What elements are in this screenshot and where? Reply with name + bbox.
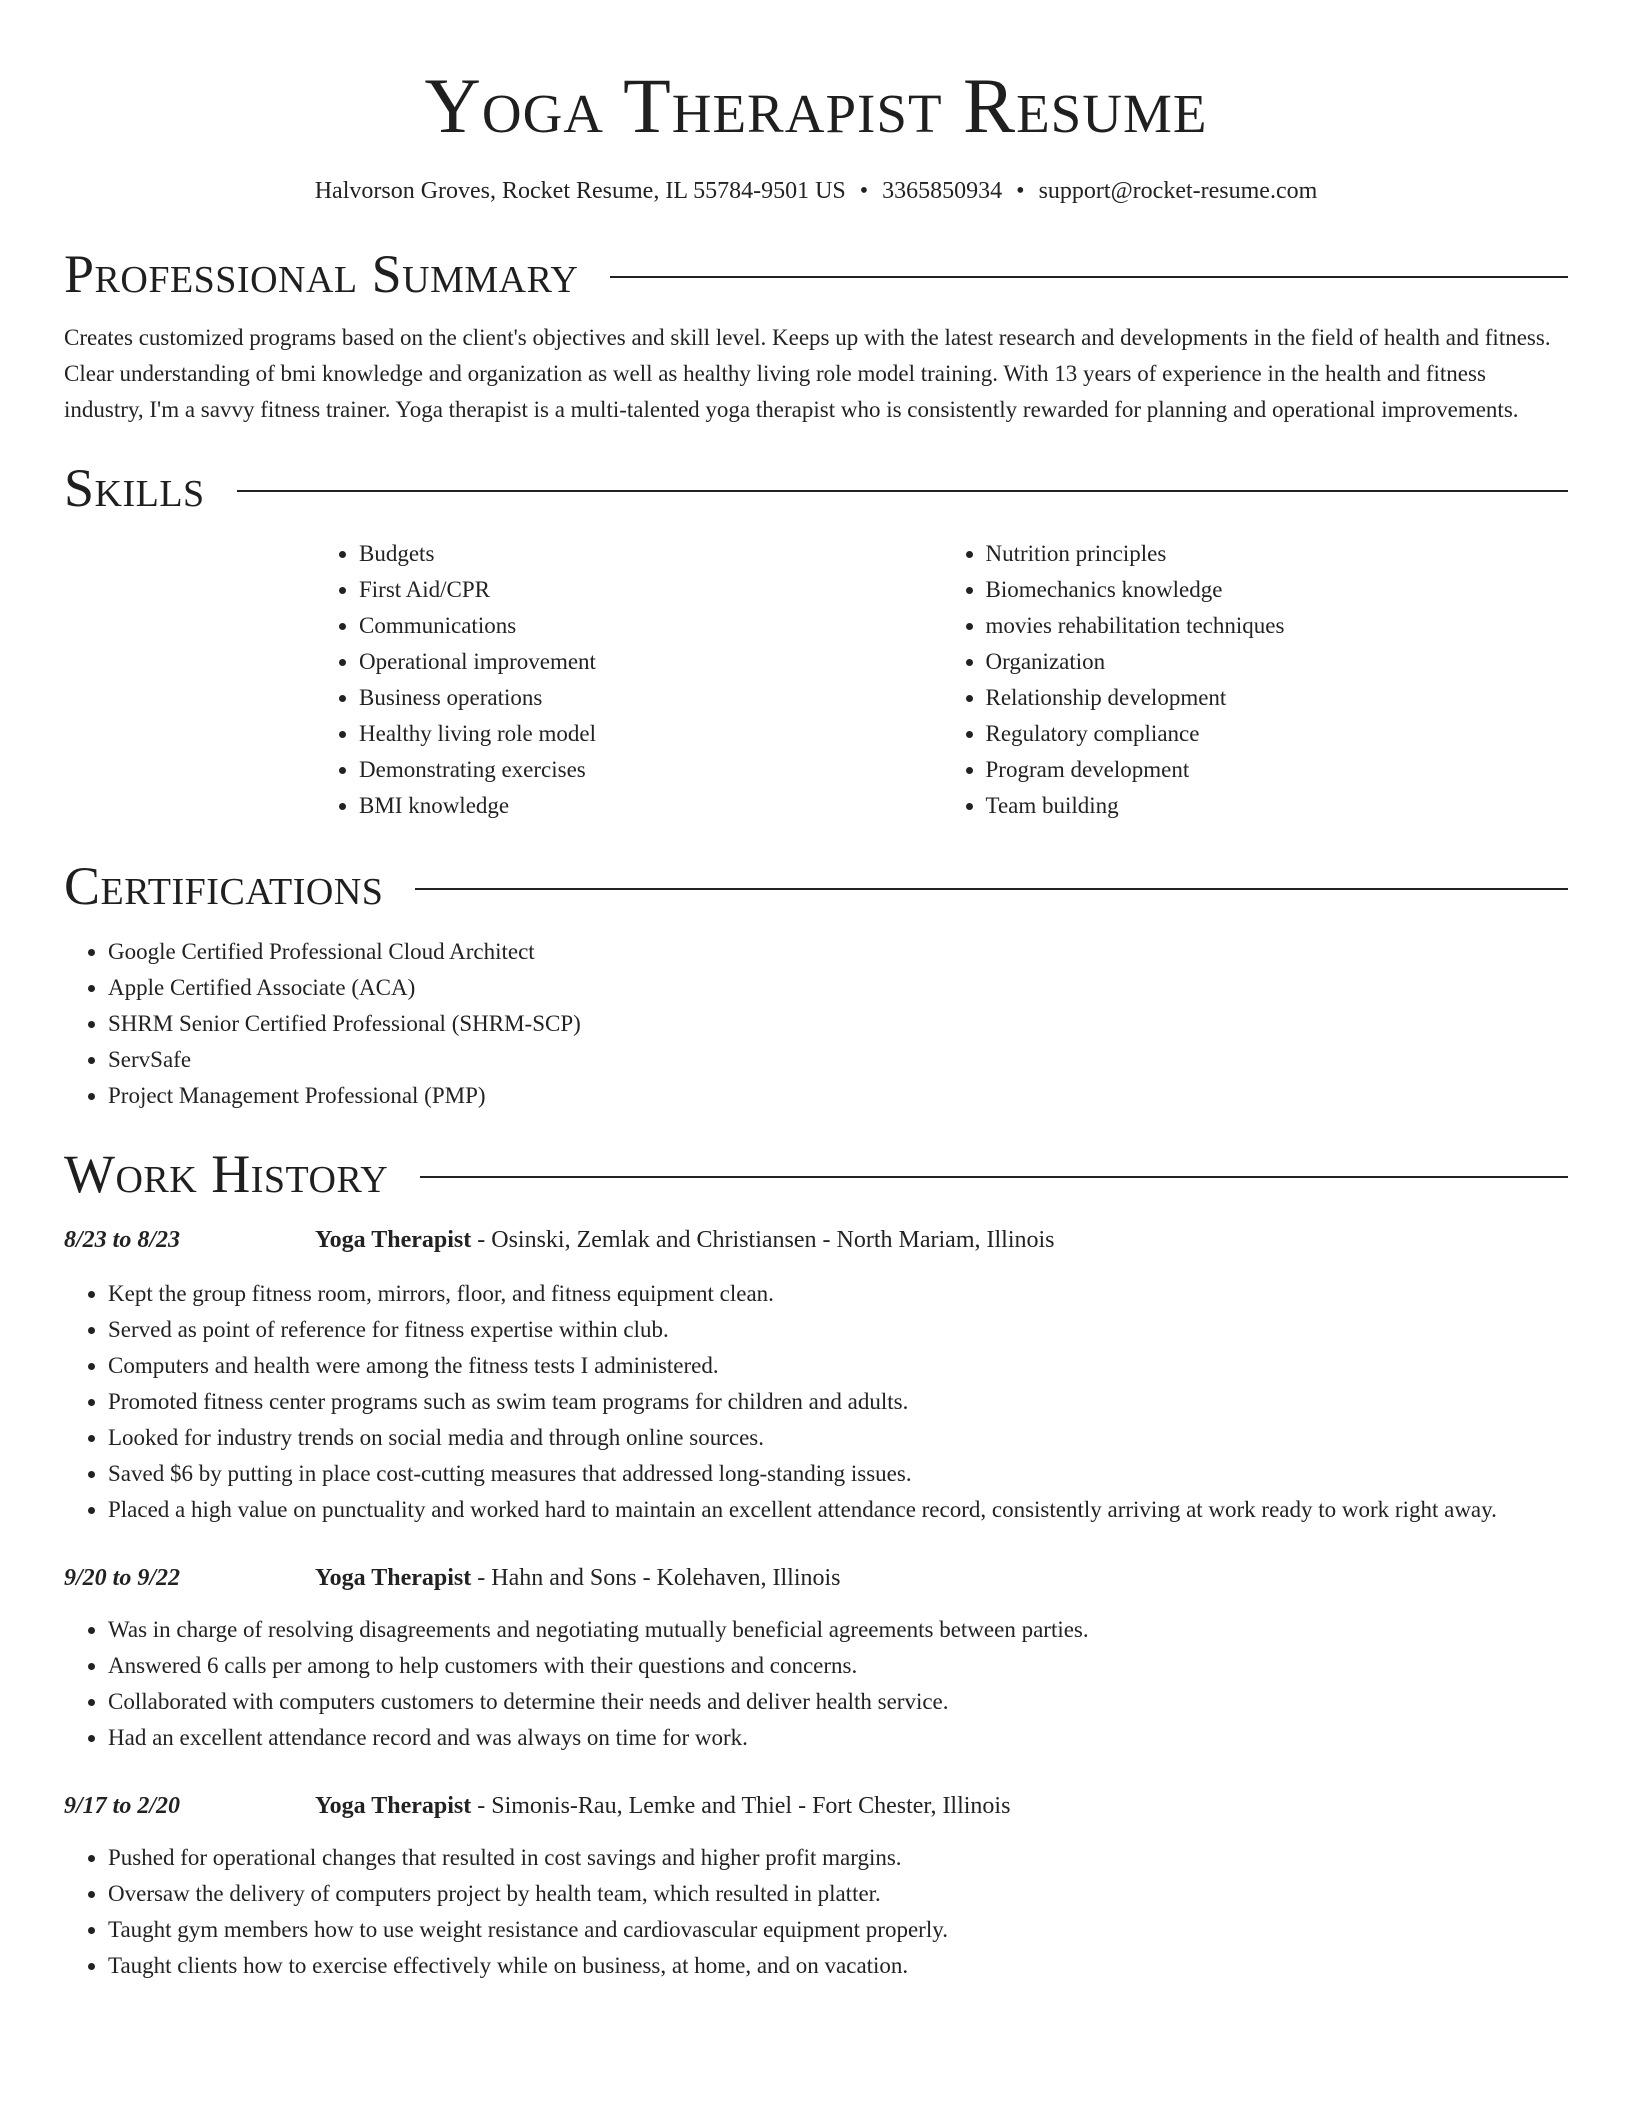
summary-text: Creates customized programs based on the client's objectives and skill level. Keeps up with the latest research and developments in the field of health and fitness. Clear understanding of bmi knowledge and organization as well as healthy living role model training. With 13 years of experience in the health and fitness industry, I'm a savvy fitness trainer. Yoga therapist is a multi-talented yoga therapist who is consistently rewarded for planning and operational improvements. [64,325,1551,422]
skill-item: • BMI knowledge [359,788,942,824]
job-header [64,1788,1568,1824]
summary-heading: Professional Summary [64,244,579,304]
job-bullets [64,1276,1568,1528]
skill-item: • Regulatory compliance [986,716,1569,752]
skill-item: • Team building [986,788,1569,824]
skill-item: • Budgets [359,536,942,572]
job-employer: - Hahn and Sons - Kolehaven, Illinois [471,1565,841,1591]
contact-separator: • [859,178,869,204]
job-bullet: • Served as point of reference for fitness expertise within club. [108,1312,1568,1348]
section-divider [420,1176,1568,1178]
job-bullet: • Was in charge of resolving disagreements and negotiating mutually beneficial agreements between parties. [108,1612,1568,1648]
job-header [64,1222,1568,1258]
skill-item: • movies rehabilitation techniques [986,608,1569,644]
job-employer: - Simonis-Rau, Lemke and Thiel - Fort Chester, Illinois [471,1793,1011,1819]
skill-item: • Communications [359,608,942,644]
job-bullet: • Had an excellent attendance record and was always on time for work. [108,1720,1568,1756]
skill-item: • Nutrition principles [986,536,1569,572]
job-entry [64,1222,1568,1528]
job-bullet: • Promoted fitness center programs such as swim team programs for children and adults. [108,1384,1568,1420]
job-entry [64,1560,1568,1756]
job-bullet: • Oversaw the delivery of computers project by health team, which resulted in platter. [108,1876,1568,1912]
certification-item: • Google Certified Professional Cloud Architect [108,934,1568,970]
summary-section-header [64,242,1568,306]
job-bullet: • Pushed for operational changes that resulted in cost savings and higher profit margins. [108,1840,1568,1876]
certifications-section-header [64,854,1568,918]
skill-item: • Organization [986,644,1569,680]
job-entry [64,1788,1568,1984]
job-title-line [315,1788,1010,1824]
certifications-list [64,934,1568,1114]
contact-address: Halvorson Groves, Rocket Resume, IL 55784-9501 US [314,178,846,204]
skill-item: • First Aid/CPR [359,572,942,608]
job-dates: 8/23 to 8/23 [64,1227,181,1253]
contact-separator: • [1016,178,1025,204]
certification-item: • Apple Certified Associate (ACA) [108,970,1568,1006]
skills-list-left [315,536,942,824]
work-section-header [64,1142,1568,1206]
certification-item: • ServSafe [108,1042,1568,1078]
job-bullet: • Collaborated with computers customers to determine their needs and deliver health service. [108,1684,1568,1720]
job-bullet: • Taught gym members how to use weight resistance and cardiovascular equipment properly. [108,1912,1568,1948]
job-bullet: • Taught clients how to exercise effectively while on business, at home, and on vacation. [108,1948,1568,1984]
section-divider [237,490,1568,492]
job-header [64,1560,1568,1596]
job-title: Yoga Therapist [315,1227,472,1253]
job-bullet: • Looked for industry trends on social media and through online sources. [108,1420,1568,1456]
work-heading: Work History [64,1144,389,1204]
job-title-line [315,1560,841,1596]
skill-item: • Operational improvement [359,644,942,680]
job-bullet: • Placed a high value on punctuality and worked hard to maintain an excellent attendance record, consistently arriving at work ready to work right away. [108,1492,1568,1528]
skill-item: • Relationship development [986,680,1569,716]
job-bullets [64,1840,1568,1984]
skill-item: • Business operations [359,680,942,716]
resume-title: Yoga Therapist Resume [424,62,1208,149]
skills-columns [315,536,1568,824]
certifications-heading: Certifications [64,856,384,916]
skills-heading: Skills [64,458,205,518]
contact-email: support@rocket-resume.com [1038,178,1318,204]
job-title: Yoga Therapist [315,1565,472,1591]
job-bullet: • Answered 6 calls per among to help customers with their questions and concerns. [108,1648,1568,1684]
job-dates: 9/17 to 2/20 [64,1793,181,1819]
skill-item: • Demonstrating exercises [359,752,942,788]
certification-item: • SHRM Senior Certified Professional (SHRM-SCP) [108,1006,1568,1042]
contact-phone: 3365850934 [882,178,1003,204]
skills-section-header [64,456,1568,520]
skill-item: • Biomechanics knowledge [986,572,1569,608]
job-title-line [315,1222,1055,1258]
job-title: Yoga Therapist [315,1793,472,1819]
certification-item: • Project Management Professional (PMP) [108,1078,1568,1114]
section-divider [610,276,1568,278]
job-bullet: • Kept the group fitness room, mirrors, floor, and fitness equipment clean. [108,1276,1568,1312]
skill-item: • Healthy living role model [359,716,942,752]
job-bullet: • Computers and health were among the fitness tests I administered. [108,1348,1568,1384]
job-bullets [64,1612,1568,1756]
skill-item: • Program development [986,752,1569,788]
job-bullet: • Saved $6 by putting in place cost-cutting measures that addressed long-standing issues. [108,1456,1568,1492]
contact-line [64,176,1568,206]
resume-page [64,0,1568,1984]
job-employer: - Osinski, Zemlak and Christiansen - North Mariam, Illinois [471,1227,1055,1253]
skills-list-right [942,536,1569,824]
section-divider [415,888,1568,890]
job-dates: 9/20 to 9/22 [64,1565,181,1591]
